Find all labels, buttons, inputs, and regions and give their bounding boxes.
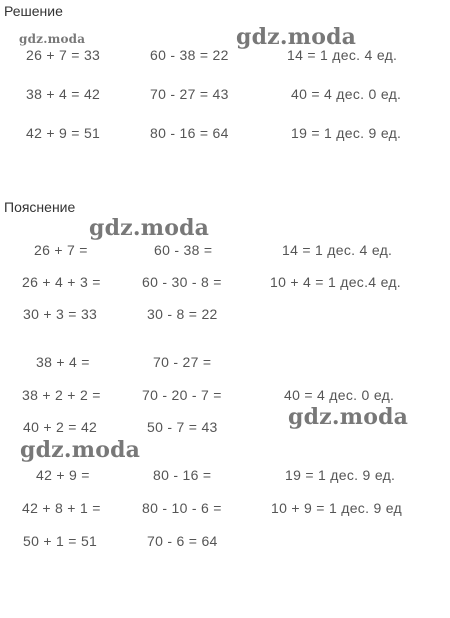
explanation-row bbox=[0, 274, 450, 294]
explanation-row bbox=[0, 500, 450, 520]
explanation-row bbox=[0, 354, 450, 374]
explanation-expression: 70 - 20 - 7 = bbox=[142, 387, 222, 403]
explanation-expression: 60 - 38 = bbox=[154, 242, 213, 258]
explanation-row bbox=[0, 533, 450, 553]
solution-expression: 80 - 16 = 64 bbox=[150, 125, 229, 141]
explanation-expression: 70 - 6 = 64 bbox=[147, 533, 218, 549]
solution-expression: 70 - 27 = 43 bbox=[150, 86, 229, 102]
explanation-expression: 19 = 1 дес. 9 ед. bbox=[285, 467, 396, 483]
explanation-heading: Пояснение bbox=[4, 199, 76, 215]
watermark-logo: gdz.moda bbox=[236, 24, 357, 50]
explanation-expression: 42 + 8 + 1 = bbox=[22, 500, 101, 516]
solution-expression: 14 = 1 дес. 4 ед. bbox=[287, 47, 398, 63]
explanation-expression: 70 - 27 = bbox=[153, 354, 212, 370]
explanation-expression: 80 - 16 = bbox=[153, 467, 212, 483]
solution-expression: 60 - 38 = 22 bbox=[150, 47, 229, 63]
solution-heading: Решение bbox=[4, 3, 63, 19]
explanation-expression: 10 + 4 = 1 дес.4 ед. bbox=[270, 274, 402, 290]
solution-row bbox=[0, 125, 450, 145]
explanation-expression: 30 + 3 = 33 bbox=[23, 306, 98, 322]
watermark-logo: gdz.moda bbox=[19, 32, 86, 46]
explanation-expression: 60 - 30 - 8 = bbox=[142, 274, 222, 290]
explanation-expression: 42 + 9 = bbox=[36, 467, 90, 483]
explanation-expression: 38 + 2 + 2 = bbox=[22, 387, 101, 403]
explanation-expression: 50 - 7 = 43 bbox=[147, 419, 218, 435]
solution-row bbox=[0, 47, 450, 67]
watermark-logo: gdz.moda bbox=[288, 404, 409, 430]
explanation-row bbox=[0, 306, 450, 326]
explanation-row bbox=[0, 242, 450, 262]
solution-expression: 19 = 1 дес. 9 ед. bbox=[291, 125, 402, 141]
solution-expression: 42 + 9 = 51 bbox=[26, 125, 101, 141]
solution-expression: 26 + 7 = 33 bbox=[26, 47, 101, 63]
explanation-row bbox=[0, 467, 450, 487]
explanation-expression: 40 + 2 = 42 bbox=[23, 419, 98, 435]
explanation-expression: 30 - 8 = 22 bbox=[147, 306, 218, 322]
explanation-expression: 40 = 4 дес. 0 ед. bbox=[284, 387, 395, 403]
watermark-logo: gdz.moda bbox=[20, 437, 141, 463]
solution-expression: 40 = 4 дес. 0 ед. bbox=[291, 86, 402, 102]
explanation-expression: 26 + 4 + 3 = bbox=[22, 274, 101, 290]
watermark-logo: gdz.moda bbox=[89, 215, 210, 241]
explanation-expression: 80 - 10 - 6 = bbox=[142, 500, 222, 516]
explanation-expression: 50 + 1 = 51 bbox=[23, 533, 98, 549]
explanation-expression: 38 + 4 = bbox=[36, 354, 90, 370]
explanation-expression: 10 + 9 = 1 дес. 9 ед bbox=[271, 500, 403, 516]
explanation-expression: 14 = 1 дес. 4 ед. bbox=[282, 242, 393, 258]
solution-row bbox=[0, 86, 450, 106]
solution-expression: 38 + 4 = 42 bbox=[26, 86, 101, 102]
explanation-expression: 26 + 7 = bbox=[34, 242, 88, 258]
